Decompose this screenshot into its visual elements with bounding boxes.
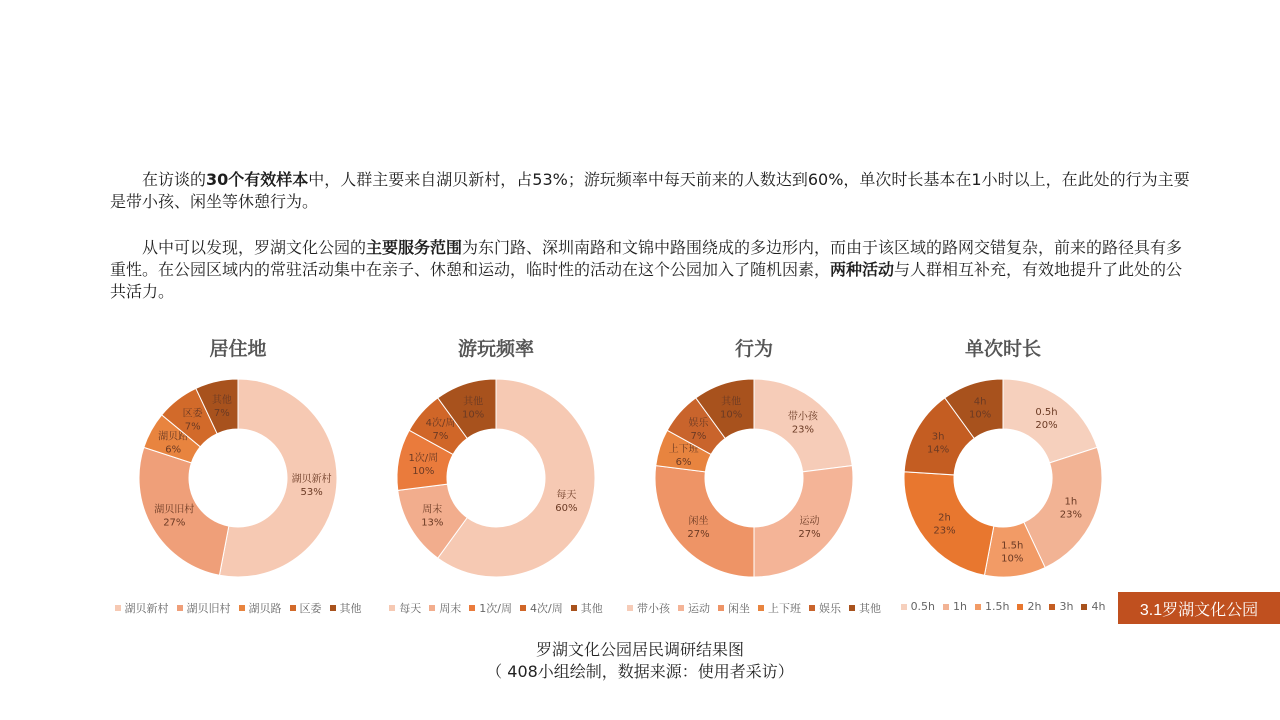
chart-legend — [853, 600, 1153, 613]
section-badge: 3.1罗湖文化公园 — [1118, 592, 1280, 624]
legend-item — [809, 600, 841, 616]
slice-label: 闲坐 27% — [687, 515, 710, 540]
chart-title: 行为 — [734, 338, 773, 360]
legend-swatch — [943, 604, 949, 610]
donut-slice — [904, 472, 994, 575]
legend-label: 其他 — [339, 602, 362, 615]
slice-label: 湖贝新村 53% — [291, 473, 332, 498]
slice-label: 1次/周 10% — [408, 453, 439, 478]
chart-residence — [108, 330, 368, 630]
legend-item — [1017, 600, 1041, 613]
legend-label: 3h — [1059, 600, 1074, 613]
legend-item — [469, 600, 512, 616]
legend-item — [975, 600, 1009, 613]
legend-item — [520, 600, 563, 616]
chart-frequency — [366, 330, 626, 630]
legend-swatch — [975, 604, 981, 610]
legend-label: 其他 — [580, 602, 603, 615]
chart-legend — [88, 600, 388, 616]
legend-item — [571, 600, 603, 616]
legend-label: 运动 — [688, 602, 710, 615]
legend-label: 带小孩 — [637, 602, 670, 615]
donut-residence — [108, 370, 368, 590]
donut-duration — [873, 370, 1133, 590]
legend-label: 娱乐 — [819, 602, 841, 615]
chart-title: 单次时长 — [964, 338, 1041, 360]
legend-label: 周末 — [439, 602, 462, 615]
legend-label: 上下班 — [768, 602, 801, 615]
legend-swatch — [177, 605, 183, 611]
chart-title: 游玩频率 — [457, 338, 534, 360]
slice-label: 3h 14% — [927, 431, 950, 456]
figure-source: （ 408小组绘制，数据来源：使用者采访） — [486, 662, 794, 681]
legend-label: 每天 — [399, 602, 422, 615]
para2-text-a: 从中可以发现，罗湖文化公园的 — [142, 238, 367, 257]
legend-item — [627, 600, 670, 616]
slice-label: 0.5h 20% — [1035, 407, 1058, 432]
slice-label: 上下班 6% — [668, 444, 699, 469]
legend-swatch — [809, 605, 815, 611]
legend-label: 湖贝路 — [248, 602, 282, 615]
legend-item — [943, 600, 967, 613]
legend-item — [718, 600, 750, 616]
para1-text-b: 中，人群主要来自湖贝新村，占53%；游玩频率中每天前来的人数达到60%，单次时长基本在1小时以上，在此处的行为主要是带小孩、闲坐等休憩行为。 — [110, 170, 1190, 211]
legend-swatch — [520, 605, 526, 611]
legend-item — [1081, 600, 1105, 613]
intro-paragraph-2 — [110, 237, 1190, 303]
legend-label: 0.5h — [910, 600, 936, 613]
legend-item — [1049, 600, 1073, 613]
legend-swatch — [627, 605, 633, 611]
para2-text-c: 与人群相互补充，有效地提升了此处的公共活力。 — [110, 260, 1183, 301]
para2-bold-b: 两种活动 — [830, 260, 895, 279]
legend-label: 湖贝新村 — [124, 602, 169, 615]
slice-label: 1.5h 10% — [1001, 540, 1024, 565]
legend-item — [239, 600, 282, 616]
legend-swatch — [1017, 604, 1023, 610]
slice-label: 周末 13% — [421, 504, 444, 529]
chart-legend — [346, 600, 646, 616]
slice-label: 湖贝旧村 27% — [154, 504, 195, 529]
slice-label: 娱乐 7% — [688, 418, 709, 443]
slice-label: 其他 10% — [462, 396, 485, 421]
chart-title: 居住地 — [209, 338, 267, 360]
legend-swatch — [469, 605, 475, 611]
slice-label: 4次/周 7% — [425, 418, 456, 443]
legend-item — [115, 600, 169, 616]
legend-label: 闲坐 — [728, 602, 750, 615]
donut-behavior — [624, 370, 884, 590]
legend-swatch — [389, 605, 395, 611]
legend-label: 区委 — [299, 602, 322, 615]
slice-label: 4h 10% — [969, 396, 992, 421]
slice-label: 区委 7% — [182, 408, 203, 433]
legend-swatch — [901, 604, 907, 610]
legend-label: 其他 — [859, 602, 881, 615]
donut-frequency — [366, 370, 626, 590]
legend-swatch — [678, 605, 684, 611]
legend-item — [758, 600, 801, 616]
slice-label: 运动 27% — [798, 515, 821, 540]
slice-label: 湖贝路 6% — [158, 431, 189, 456]
legend-item — [678, 600, 710, 616]
legend-label: 4h — [1091, 600, 1106, 613]
para2-bold-a: 主要服务范围 — [366, 238, 463, 257]
legend-swatch — [115, 605, 121, 611]
para2-text-b: 为东门路、深圳南路和文锦中路围绕成的多边形内，而由于该区域的路网交错复杂，前来的路径具有多重性。在公园区域内的常驻活动集中在亲子、休憩和运动，临时性的活动在这个公园加入了随机因素， — [110, 238, 1183, 279]
legend-swatch — [1049, 604, 1055, 610]
legend-swatch — [571, 605, 577, 611]
para1-bold-a: 30个有效样本 — [206, 170, 309, 189]
slice-label: 1h 23% — [1059, 496, 1083, 521]
legend-item — [389, 600, 421, 616]
legend-swatch — [429, 605, 435, 611]
legend-item — [177, 600, 231, 616]
legend-label: 4次/周 — [530, 602, 563, 615]
legend-label: 1次/周 — [479, 602, 512, 615]
slice-label: 每天 60% — [555, 489, 578, 514]
legend-swatch — [718, 605, 724, 611]
legend-swatch — [758, 605, 764, 611]
legend-item — [290, 600, 322, 616]
legend-swatch — [290, 605, 296, 611]
figure-caption: 罗湖文化公园居民调研结果图 — [535, 640, 744, 659]
chart-behavior — [624, 330, 884, 630]
chart-duration — [873, 330, 1133, 630]
legend-label: 1.5h — [985, 600, 1010, 613]
legend-label: 2h — [1027, 600, 1042, 613]
legend-label: 湖贝旧村 — [186, 602, 231, 615]
legend-item — [429, 600, 461, 616]
legend-swatch — [239, 605, 245, 611]
slice-label: 其他 7% — [211, 394, 232, 419]
slice-label: 2h 23% — [933, 512, 956, 537]
intro-paragraph-1 — [110, 169, 1190, 213]
slice-label: 其他 10% — [720, 396, 743, 421]
legend-label: 1h — [953, 600, 968, 613]
legend-swatch — [1081, 604, 1087, 610]
para1-text-a: 在访谈的 — [142, 170, 207, 189]
legend-item — [901, 600, 935, 613]
legend-swatch — [330, 605, 336, 611]
slice-label: 带小孩 23% — [787, 411, 818, 436]
